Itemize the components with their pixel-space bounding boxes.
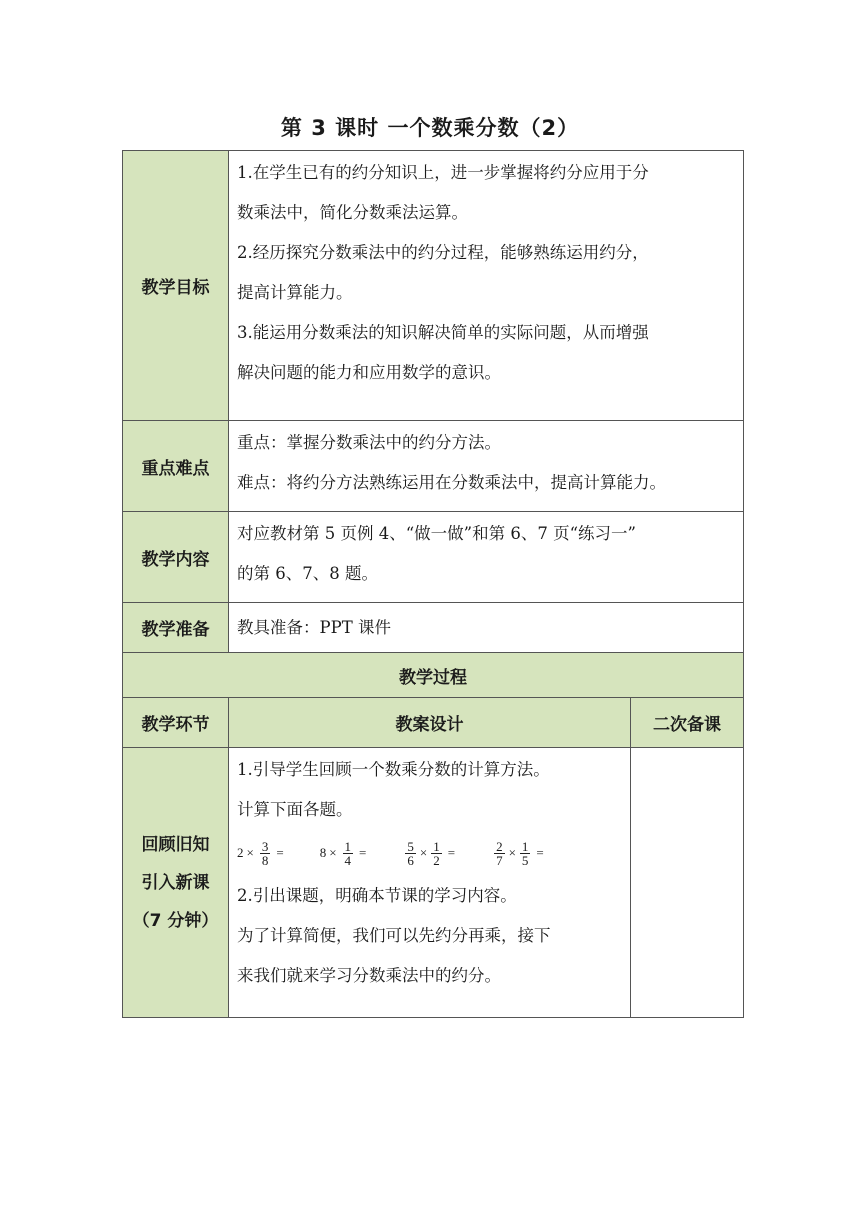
preparation-text: 教具准备：PPT 课件	[237, 617, 391, 637]
lesson-plan-table	[122, 150, 744, 1018]
equals-sign: =	[536, 845, 544, 860]
denominator: 2	[433, 852, 440, 868]
objectives-line: 数乘法中，简化分数乘法运算。	[237, 203, 468, 222]
stage-design	[229, 748, 631, 1018]
exercise-row	[237, 830, 624, 876]
numerator: 1	[344, 838, 352, 854]
notes-cell[interactable]	[631, 748, 744, 1018]
numerator: 2	[496, 838, 503, 854]
stage-column-header: 教学环节	[123, 698, 229, 748]
design-line: 1.引导学生回顾一个数乘分数的计算方法。	[237, 760, 550, 779]
process-header: 教学过程	[123, 653, 744, 698]
column-header-row	[123, 698, 744, 748]
difficulty-line: 难点：将约分方法熟练运用在分数乘法中，提高计算能力。	[237, 473, 666, 492]
numerator: 3	[261, 838, 269, 854]
fraction	[343, 840, 354, 867]
fraction	[431, 840, 442, 867]
stage-duration: （7 分钟）	[132, 910, 219, 931]
objectives-line: 解决问题的能力和应用数学的意识。	[237, 363, 501, 382]
preparation-content	[229, 603, 744, 653]
denominator: 7	[496, 852, 503, 868]
objectives-line: 提高计算能力。	[237, 283, 353, 302]
key-points-content	[229, 421, 744, 512]
whole-number: 2	[237, 845, 244, 860]
exercise-4	[491, 840, 544, 867]
key-points-row	[123, 421, 744, 512]
design-line: 计算下面各题。	[237, 800, 353, 819]
objectives-content	[229, 151, 744, 421]
denominator: 5	[521, 852, 529, 868]
objectives-label: 教学目标	[123, 151, 229, 421]
times-sign: ×	[329, 845, 337, 860]
denominator: 8	[261, 852, 269, 868]
fraction	[520, 840, 531, 867]
times-sign: ×	[419, 845, 428, 860]
stage-label-line: 回顾旧知	[141, 834, 210, 855]
content-content	[229, 512, 744, 603]
fraction	[494, 840, 505, 867]
exercise-1	[237, 840, 284, 867]
process-header-row	[123, 653, 744, 698]
times-sign: ×	[508, 845, 516, 860]
key-point-line: 重点：掌握分数乘法中的约分方法。	[237, 433, 501, 452]
times-sign: ×	[246, 845, 254, 860]
fraction	[260, 840, 271, 867]
stage-label	[123, 748, 229, 1018]
content-line: 的第 6、7、8 题。	[237, 564, 378, 583]
preparation-label: 教学准备	[123, 603, 229, 653]
equals-sign: =	[447, 845, 456, 860]
denominator: 6	[407, 852, 414, 868]
denominator: 4	[344, 852, 352, 868]
whole-number: 8	[319, 845, 327, 860]
design-line: 为了计算简便，我们可以先约分再乘，接下	[237, 926, 551, 945]
fraction	[405, 840, 416, 867]
objectives-line: 3.能运用分数乘法的知识解决简单的实际问题，从而增强	[237, 323, 649, 342]
notes-column-header: 二次备课	[631, 698, 744, 748]
objectives-line: 2.经历探究分数乘法中的约分过程，能够熟练运用约分，	[237, 243, 649, 262]
objectives-row	[123, 151, 744, 421]
exercise-2	[320, 840, 367, 867]
numerator: 1	[433, 838, 440, 854]
design-line: 来我们就来学习分数乘法中的约分。	[237, 966, 501, 985]
objectives-line: 1.在学生已有的约分知识上，进一步掌握将约分应用于分	[237, 163, 649, 182]
stage-row	[123, 748, 744, 1018]
design-column-header: 教案设计	[229, 698, 631, 748]
content-label: 教学内容	[123, 512, 229, 603]
stage-label-line: 引入新课	[141, 872, 210, 893]
content-row	[123, 512, 744, 603]
key-points-label: 重点难点	[123, 421, 229, 512]
numerator: 5	[407, 838, 414, 854]
equals-sign: =	[276, 845, 284, 860]
content-line: 对应教材第 5 页例 4、“做一做”和第 6、7 页“练习一”	[237, 524, 636, 543]
numerator: 1	[521, 838, 529, 854]
page-title: 第 3 课时 一个数乘分数（2）	[280, 116, 580, 140]
exercise-3	[402, 840, 455, 867]
design-line: 2.引出课题，明确本节课的学习内容。	[237, 886, 517, 905]
equals-sign: =	[359, 845, 367, 860]
preparation-row	[123, 603, 744, 653]
